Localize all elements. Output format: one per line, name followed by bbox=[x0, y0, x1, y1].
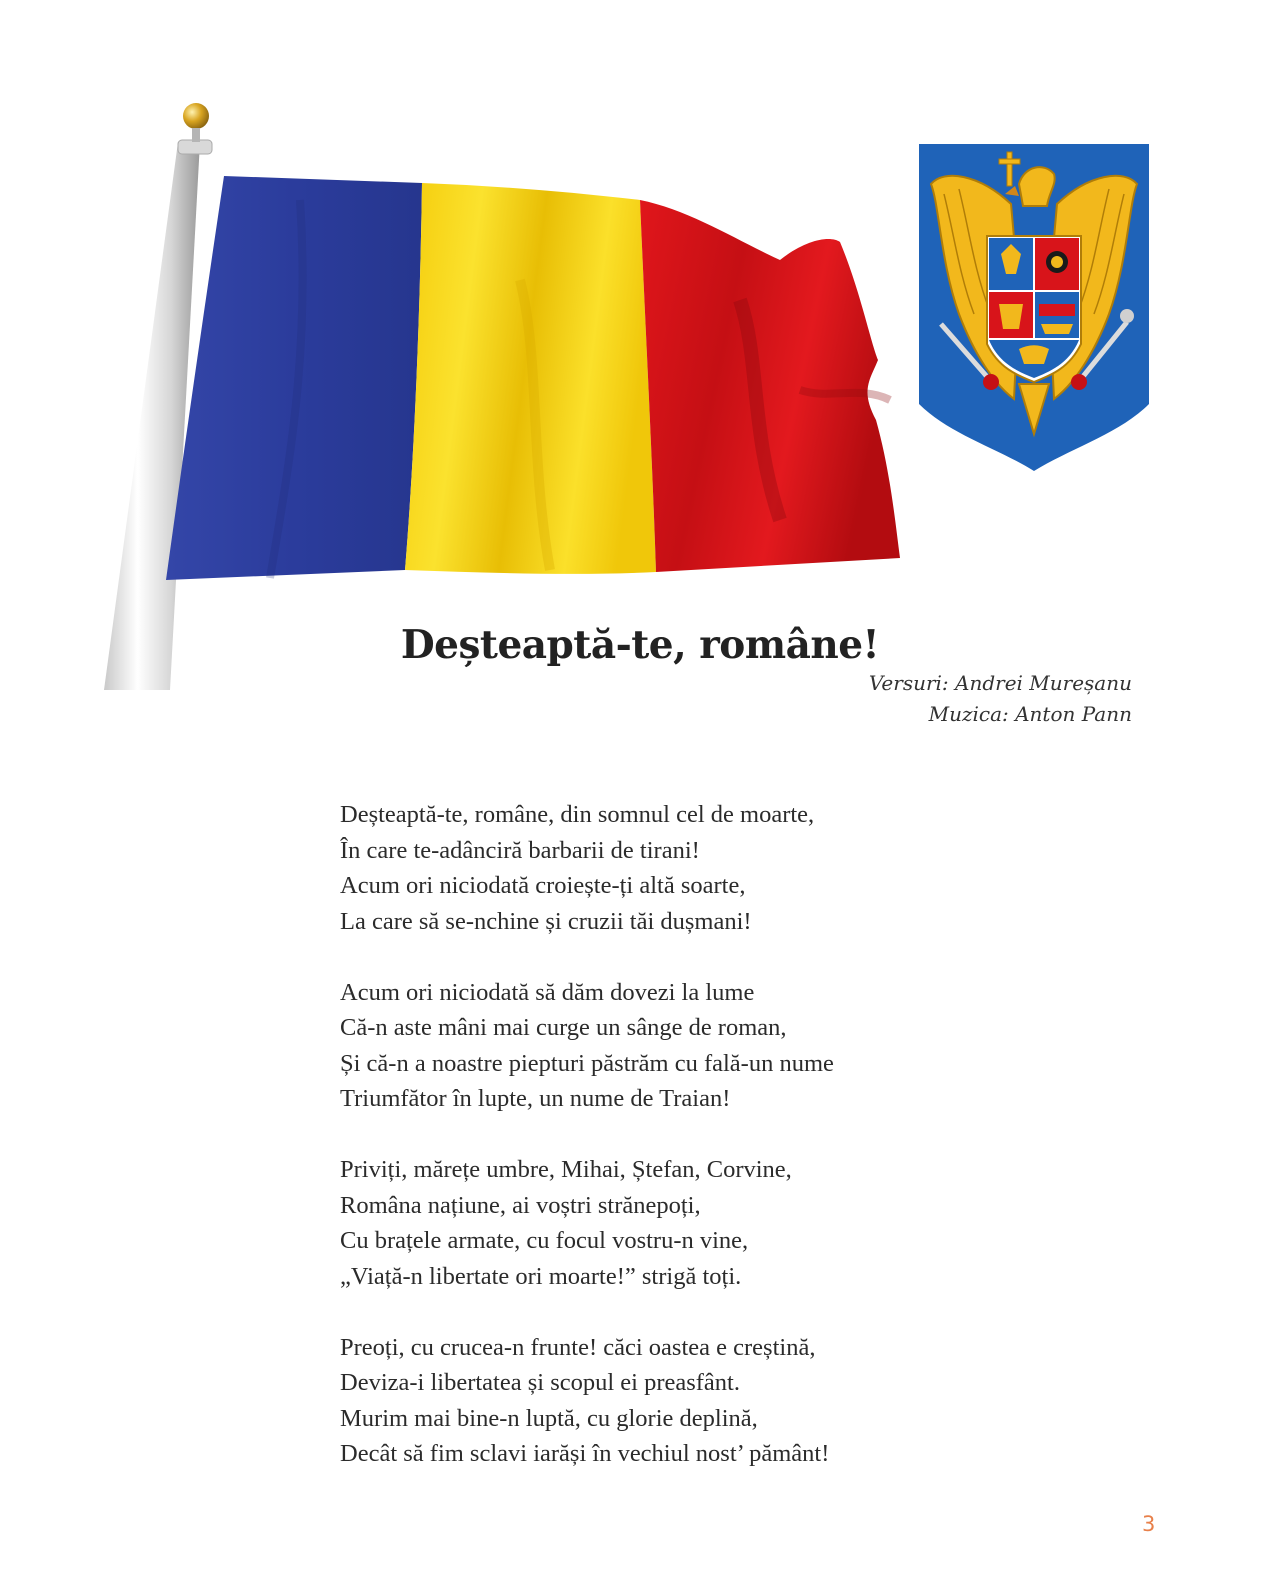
pole-neck bbox=[192, 128, 200, 142]
poem-line: Că-n aste mâni mai curge un sânge de roman, bbox=[340, 1014, 787, 1041]
left-talon bbox=[983, 374, 999, 390]
music-credit: Muzica: Anton Pann bbox=[928, 702, 1132, 726]
flag-blue-stripe bbox=[166, 176, 422, 580]
romanian-coat-of-arms bbox=[919, 144, 1149, 471]
poem-line: Româna națiune, ai voștri strănepoți, bbox=[340, 1191, 701, 1219]
poem-line: Acum ori niciodată să dăm dovezi la lume bbox=[340, 978, 755, 1006]
poem-line: Decât să fim sclavi iarăși în vechiul nost’ pământ! bbox=[340, 1440, 830, 1467]
stanza bbox=[340, 1152, 980, 1294]
flag-pole bbox=[104, 142, 200, 690]
right-talon bbox=[1071, 374, 1087, 390]
stanza bbox=[340, 1330, 980, 1472]
poem-line: Cu brațele armate, cu focul vostru-n vine, bbox=[340, 1227, 749, 1254]
lyrics-credit: Versuri: Andrei Mureșanu bbox=[868, 671, 1132, 695]
poem-line: Triumfător în lupte, un nume de Traian! bbox=[340, 1085, 731, 1112]
page-title: Deșteaptă-te, române! bbox=[400, 622, 880, 668]
poem-line: Murim mai bine-n luptă, cu glorie deplină, bbox=[340, 1404, 758, 1432]
flag-red-stripe bbox=[640, 200, 900, 572]
pole-collar bbox=[178, 140, 212, 154]
romanian-flag-illustration bbox=[100, 100, 930, 700]
page-number: 3 bbox=[1142, 1512, 1156, 1536]
eagle-head bbox=[1019, 167, 1055, 206]
cross-icon bbox=[1007, 152, 1012, 186]
pole-finial bbox=[183, 103, 209, 129]
poem-line: În care te-adânciră barbarii de tirani! bbox=[340, 836, 700, 864]
poem-line: Priviți, mărețe umbre, Mihai, Ștefan, Corvine, bbox=[340, 1156, 792, 1183]
stanza bbox=[340, 975, 980, 1117]
stanza bbox=[340, 797, 980, 939]
poem-line: Acum ori niciodată croiește-ți altă soarte, bbox=[340, 872, 746, 899]
poem-body bbox=[340, 797, 980, 1507]
poem-line: Deșteaptă-te, române, din somnul cel de moarte, bbox=[340, 801, 815, 828]
poem-line: Și că-n a noastre piepturi păstrăm cu fală-un nume bbox=[340, 1049, 834, 1077]
poem-line: „Viață-n libertate ori moarte!” strigă toți. bbox=[340, 1262, 742, 1290]
poem-line: La care să se-nchine și cruzii tăi dușmani! bbox=[340, 907, 752, 935]
poem-line: Preoți, cu crucea-n frunte! căci oastea e creștină, bbox=[340, 1333, 816, 1361]
poem-line: Deviza-i libertatea și scopul ei preasfânt. bbox=[340, 1369, 740, 1396]
credits bbox=[869, 668, 1132, 730]
